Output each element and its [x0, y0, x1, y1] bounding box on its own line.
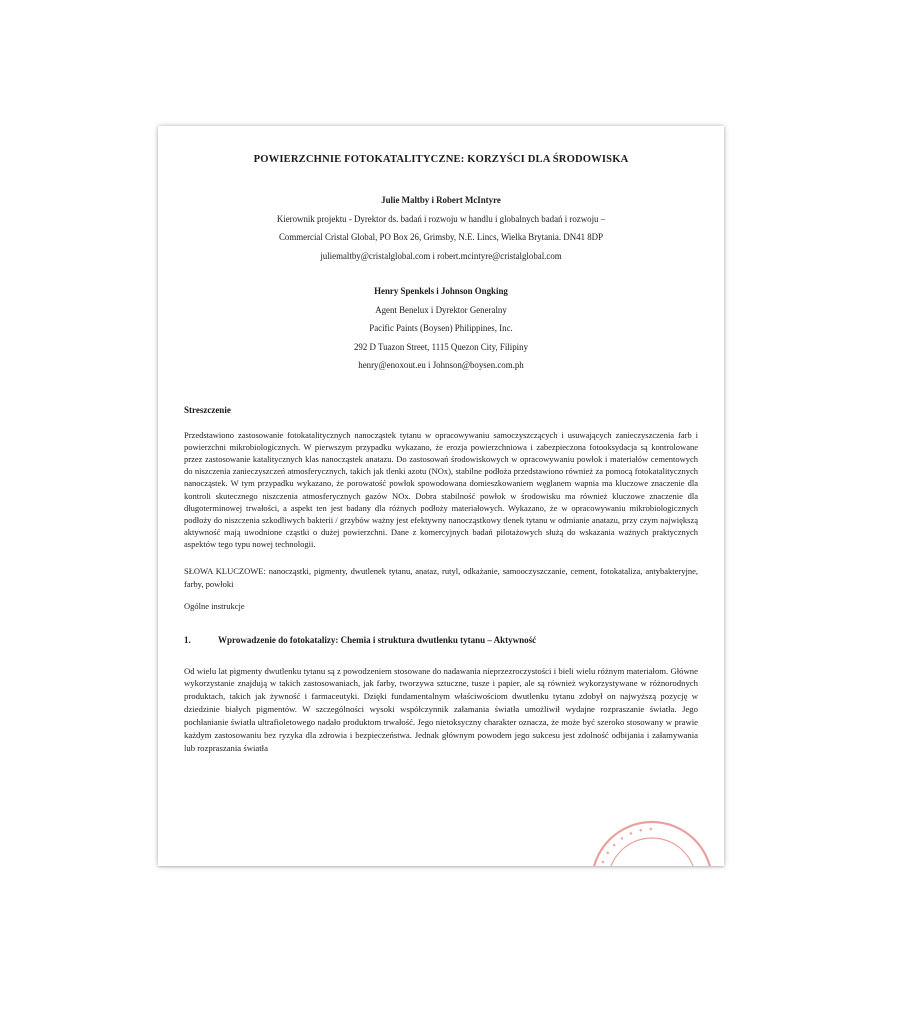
abstract-heading: Streszczenie	[184, 404, 231, 415]
svg-text:• • • • • • • •: • • • • • • • •	[594, 824, 655, 875]
section-1-number: 1.	[184, 634, 191, 645]
general-instructions: Ogólne instrukcje	[184, 600, 245, 611]
author-address-line: Commercial Cristal Global, PO Box 26, Grimsby, N.E. Lincs, Wielka Brytania. DN41 8DP	[278, 232, 604, 242]
section-1-title: Wprowadzenie do fotokatalizy: Chemia i struktura dwutlenku tytanu – Aktywność	[218, 634, 537, 645]
keywords: SŁOWA KLUCZOWE: nanocząstki, pigmenty, dwutlenek tytanu, anataz, rutyl, odkażanie, samooczyszczanie, cement, fotokataliza, antybakteryjne, farby, powłoki	[184, 565, 698, 589]
authors-names-2: Henry Spenkels i Johnson Ongking	[374, 286, 508, 296]
authors-block-2	[184, 282, 698, 375]
authors-names-1: Julie Maltby i Robert McIntyre	[381, 195, 501, 205]
document-content	[184, 154, 698, 755]
stamp-seal-icon	[584, 814, 720, 875]
author-address-line: 292 D Tuazon Street, 1115 Quezon City, Filipiny	[353, 341, 529, 352]
document-title: POWIERZCHNIE FOTOKATALITYCZNE: KORZYŚCI DLA ŚRODOWISKA	[253, 154, 629, 165]
author-email-line: juliemaltby@cristalglobal.com i robert.mcintyre@cristalglobal.com	[320, 250, 562, 261]
abstract-text: Przedstawiono zastosowanie fotokatalitycznych nanocząstek tytanu w opracowywaniu samoczyszczących i usuwających zanieczyszczenia farb i powierzchni mikrobiologicznych. W pierwszym przypadku wykazano, że erozja powierzchniowa i zabezpieczona fotooksydacja są kontrolowane przez zastosowanie katalitycznych klas nanocząstek anatazu. Do zastosowań środowiskowych w opracowywaniu powłok i materiałów cementowych do niszczenia zanieczyszczeń atmosferycznych, takich jak tlenki azotu (NOx), stabilne podłoża przedstawiono również za pomocą fotokatalitycznych nanocząstek. W tym przypadku wykazano, że porowatość powłok spowodowana domieszkowaniem węglanem wapnia ma kluczowe znaczenie dla kontroli skutecznego niszczenia atmosferycznych gazów NOx. Dobra stabilność powłok w środowisku ma również kluczowe znaczenie dla długoterminowej trwałości, a aspekt ten jest badany dla różnych podłoży materiałowych. Wykazano, że w opracowywaniu mikrobiologicznych podłoży do niszczenia szkodliwych bakterii / grzybów ważny jest efektywny nanocząstkowy tlenek tytanu w odmianie anatazu, przy czym największą aktywność mają uwodnione cząstki o dużej powierzchni. Dane z komercyjnych badań pilotażowych służą do wskazania ważnych praktycznych aspektów tego typu nowej technologii.	[184, 429, 698, 550]
author-email-line: henry@enoxout.eu i Johnson@boysen.com.ph	[358, 360, 524, 370]
section-1-text: Od wielu lat pigmenty dwutlenku tytanu są z powodzeniem stosowane do nadawania nieprzezroczystości i bieli wielu różnym materiałom. Główne wykorzystanie znajdują w takich zastosowaniach, jak farby, tworzywa sztuczne, tusze i papier, ale są również wykorzystywane w różnorodnych produktach, takich jak żywność i farmaceutyki. Dzięki fundamentalnym właściwościom dwutlenku tytanu zdobył on najwyższą pozycję w dziedzinie białych pigmentów. W szczególności wysoki współczynnik załamania światła umożliwił wydajne rozpraszanie światła. Jego pochłanianie światła ultrafioletowego nadało produktom trwałość. Jego nietoksyczny charakter oznacza, że może być szeroko stosowany w prawie każdym zastosowaniu bez ryzyka dla zdrowia i bezpieczeństwa. Jednak głównym powodem jego sukcesu jest zdolność odbijania i załamywania lub rozpraszania światła	[184, 665, 698, 753]
document-page	[158, 126, 724, 875]
authors-block-1	[184, 191, 698, 265]
section-1-heading	[184, 635, 698, 645]
author-affiliation-line: Kierownik projektu - Dyrektor ds. badań i rozwoju w handlu i globalnych badań i rozwoju –	[276, 213, 606, 224]
author-company-line: Pacific Paints (Boysen) Philippines, Inc.	[369, 323, 513, 333]
author-affiliation-line: Agent Benelux i Dyrektor Generalny	[375, 304, 507, 315]
